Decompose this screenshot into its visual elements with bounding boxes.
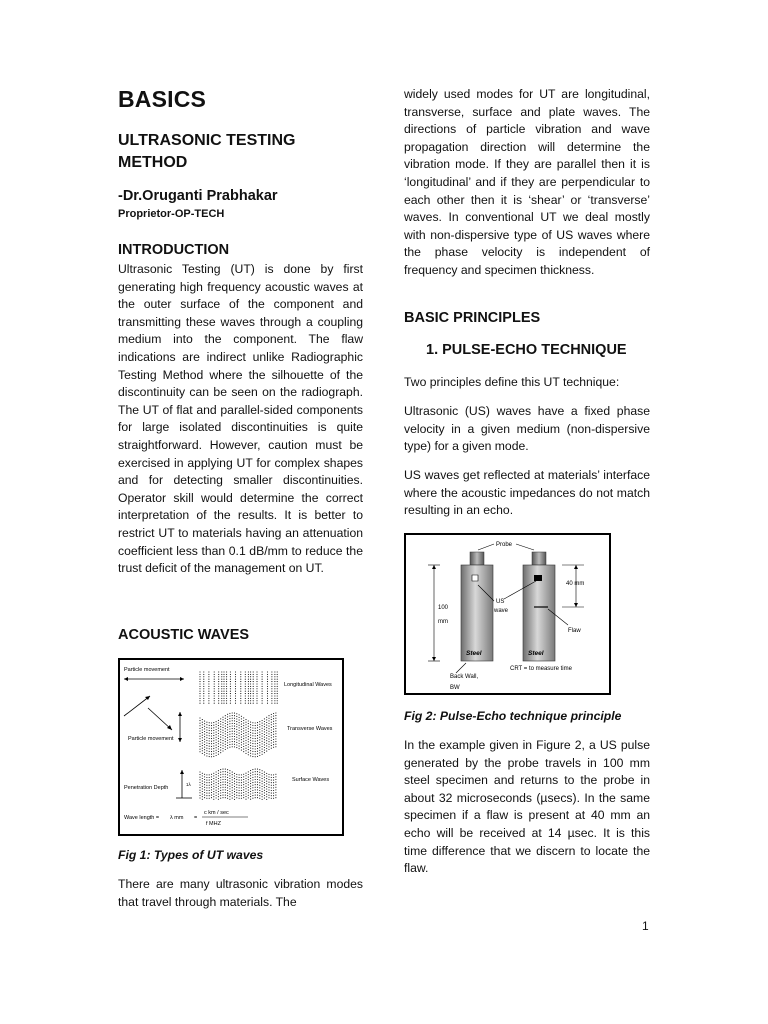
principle-2-text: US waves get reflected at materials’ interface where the acoustic impedances do not match resulting in an echo. (404, 468, 650, 518)
label-wavelength: Wave length = (124, 815, 160, 821)
page-title: BASICS (118, 86, 207, 112)
basic-principles-heading: BASIC PRINCIPLES (404, 310, 541, 326)
pulse-echo-heading: 1. PULSE-ECHO TECHNIQUE (426, 342, 627, 358)
surface-wave-dots (199, 769, 276, 800)
label-40mm: 40 mm (566, 581, 585, 587)
us-pulse-left (472, 575, 478, 581)
figure-1-diagram (120, 660, 342, 834)
probe-right (532, 552, 546, 565)
longitudinal-wave-dots (199, 671, 277, 703)
article-title (118, 130, 295, 174)
author: -Dr.Oruganti Prabhakar (118, 188, 278, 204)
article-title-line1: ULTRASONIC TESTING (118, 132, 296, 149)
transverse-wave-dots (199, 712, 276, 757)
principle-1-text: Ultrasonic (US) waves have a fixed phase velocity in a given medium (non-dispersive type) for a given mode. (404, 404, 650, 454)
label-transverse-waves: Transverse Waves (287, 726, 333, 732)
affiliation: Proprietor-OP-TECH (118, 208, 225, 220)
label-flaw: Flaw (568, 628, 581, 634)
figure-2-diagram (406, 535, 609, 693)
figure-2-pulse-echo (404, 533, 611, 695)
label-longitudinal-waves: Longitudinal Waves (284, 682, 332, 688)
label-mm: mm (438, 619, 448, 625)
label-particle-movement-top: Particle movement (124, 667, 170, 673)
label-steel-right: Steel (528, 650, 544, 657)
label-wave: wave (494, 608, 509, 614)
label-probe: Probe (496, 542, 513, 548)
figure-1-caption: Fig 1: Types of UT waves (118, 848, 264, 862)
figure-1-ut-wave-types (118, 658, 344, 836)
label-particle-movement-mid: Particle movement (128, 736, 174, 742)
label-back-wall: Back Wall, (450, 674, 479, 680)
label-bw: BW (450, 685, 460, 691)
introduction-heading: INTRODUCTION (118, 242, 230, 258)
label-steel-left: Steel (466, 650, 482, 657)
introduction-text: Ultrasonic Testing (UT) is done by first generating high frequency acoustic waves at the outer surface of the component and transmitting these waves through a coupling medium into the component. The flaw indications are indirect unlike Radiographic Testing Method where the silhouette of the discontinuity can be seen on the radiograph. The UT of flat and parallel-sided components for large isolated discontinuities is quite straightforward. However, caution must be exercised in applying UT for complex shapes and for detecting smaller discontinuities. Operator skill would determine the correct interpretation of the results. It is better to restrict UT to materials having an attenuation coefficient less than 0.1 dB/mm to reduce the trust deficit of the management on UT. (118, 262, 363, 576)
label-equals: = (194, 815, 198, 821)
arrow-wave-direction (124, 696, 150, 716)
vibration-modes-text: widely used modes for UT are longitudinal, transverse, surface and plate waves. The directions of particle vibration and wave propagation direction will determine the vibration mode. If they are parallel then it is ‘longitudinal’ and if they are perpendicular to each other then it is ‘shear’ or ‘transverse’ waves. In conventional UT we deal mostly with non-dispersive type of US waves where the phase velocity is independent of frequency and specimen thickness. (404, 87, 650, 277)
probe-left (470, 552, 484, 565)
label-penetration-depth: Penetration Depth (124, 785, 169, 791)
label-numerator: c km / sec (204, 810, 229, 816)
label-us: US (496, 599, 505, 605)
label-denominator: f MHZ (206, 821, 221, 827)
label-100: 100 (438, 605, 449, 611)
label-surface-waves: Surface Waves (292, 777, 330, 783)
article-title-line2: METHOD (118, 154, 188, 171)
us-pulse-right (534, 575, 542, 581)
label-lambda: 1λ (186, 782, 191, 787)
acoustic-waves-heading: ACOUSTIC WAVES (118, 627, 250, 643)
principles-intro: Two principles define this UT technique: (404, 375, 620, 389)
label-crt: CRT = to measure time (510, 666, 572, 672)
figure-2-caption: Fig 2: Pulse-Echo technique principle (404, 709, 622, 723)
example-text: In the example given in Figure 2, a US pulse generated by the probe travels in 100 mm steel specimen and returns to the probe in about 32 microseconds (µsecs). In the same specimen if a flaw is present at 40 mm an echo will be received at 14 µsec. It is this time difference that we discern to locate the flaw. (404, 738, 650, 876)
label-lambda-mm: λ mm (170, 815, 184, 821)
acoustic-waves-text: There are many ultrasonic vibration modes that travel through materials. The (118, 877, 363, 909)
page-number: 1 (642, 919, 649, 933)
